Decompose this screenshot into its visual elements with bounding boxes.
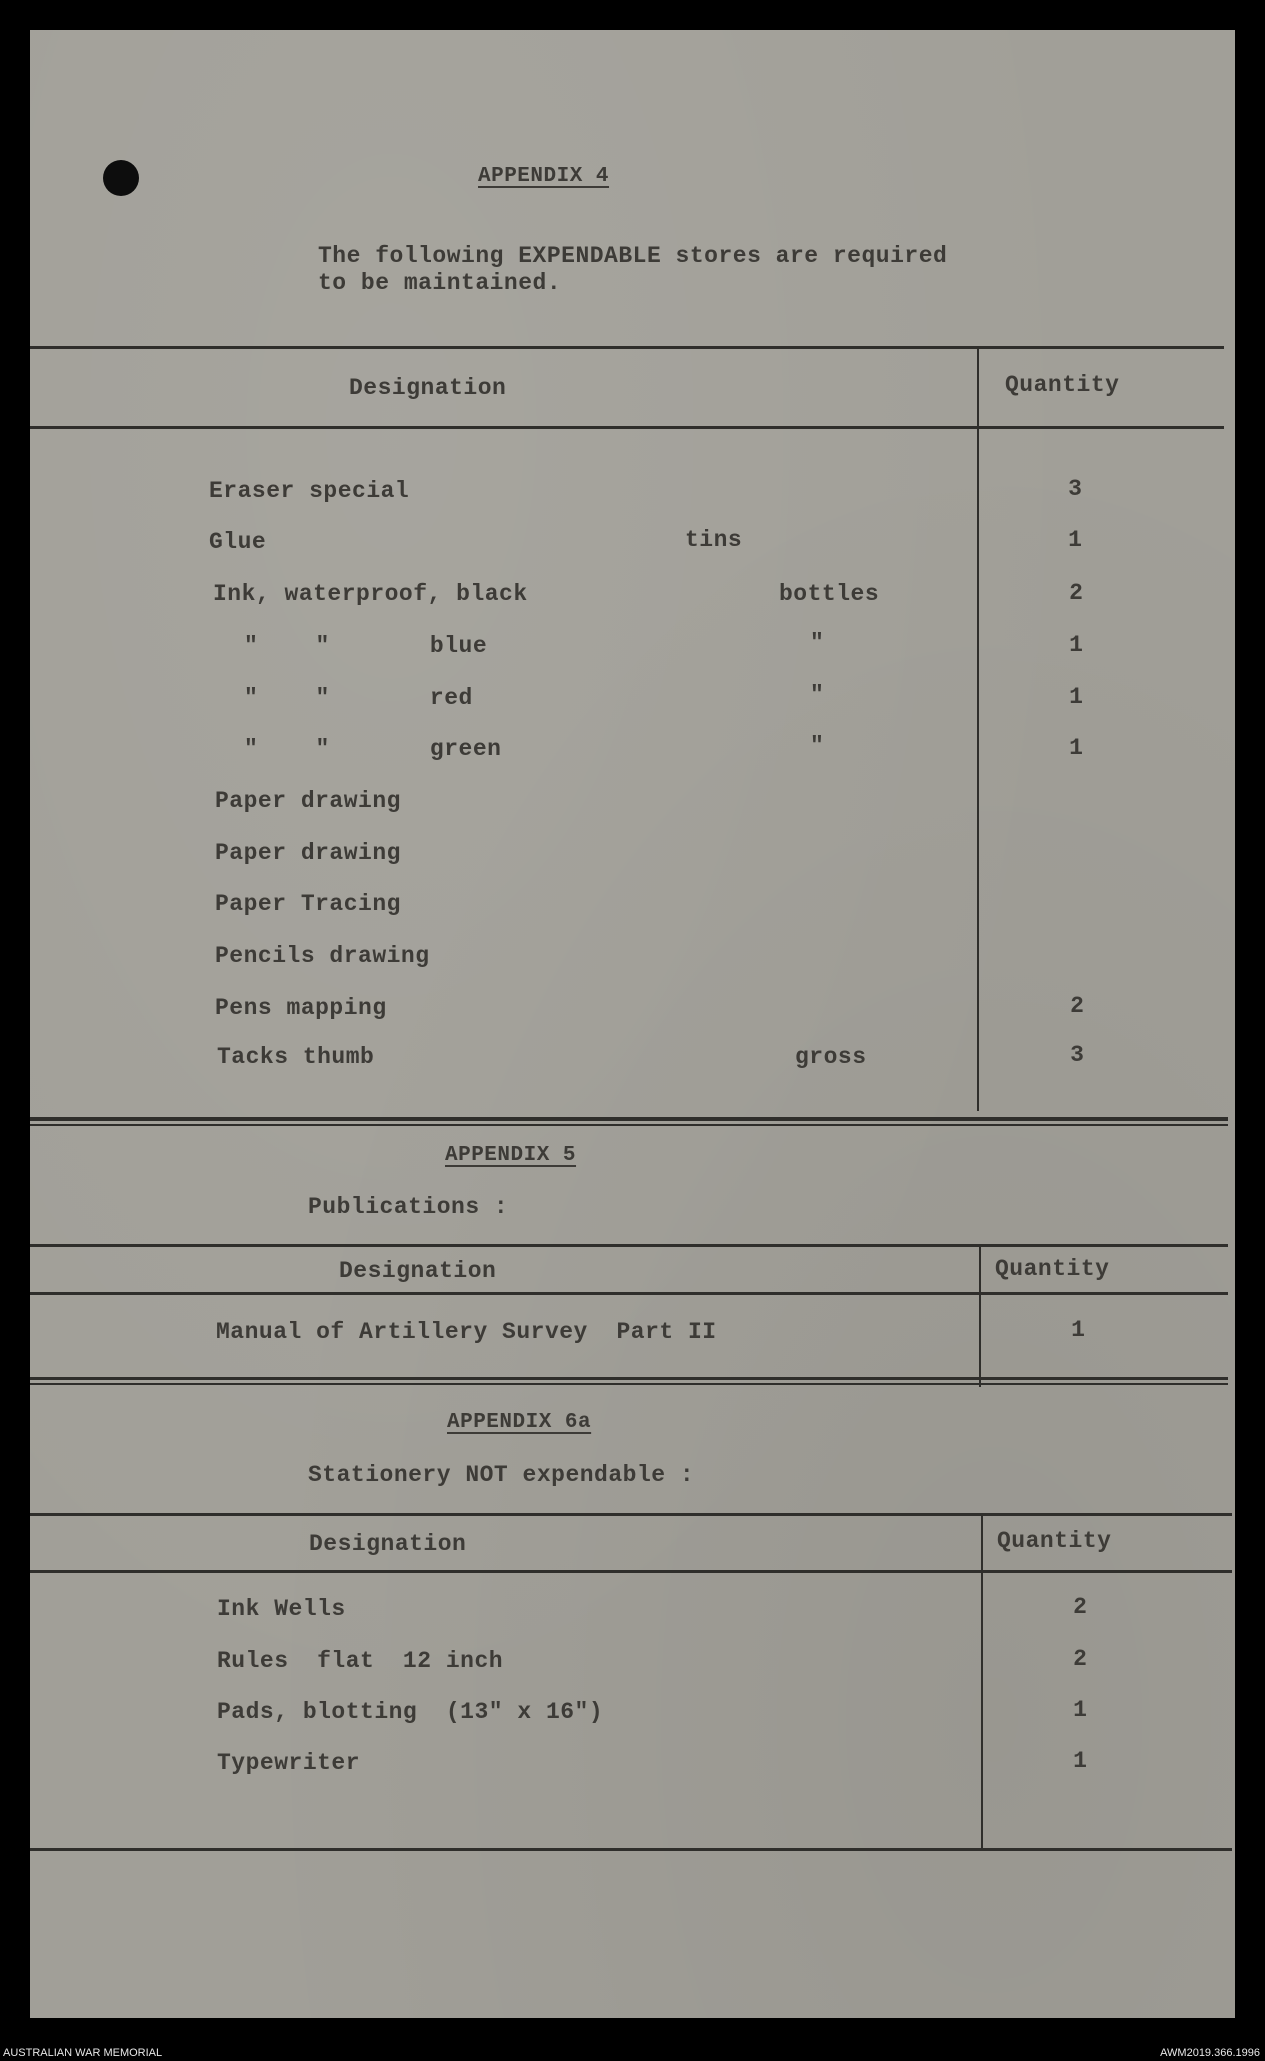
appendix-6a-heading: APPENDIX 6a: [447, 1411, 592, 1434]
appendix-5-heading: APPENDIX 5: [445, 1144, 577, 1167]
column-divider: [977, 346, 979, 1111]
table-row-item: Pads, blotting (13" x 16"): [217, 1699, 604, 1725]
table-row-item: Glue: [209, 529, 267, 555]
table-rule: [30, 1124, 1228, 1126]
table-row-item: Paper drawing: [215, 788, 401, 814]
punch-hole: [103, 160, 139, 196]
table-row-qty: 2: [1069, 580, 1083, 606]
table-row-item: Paper Tracing: [215, 891, 401, 917]
table-row-item: Manual of Artillery Survey Part II: [216, 1319, 717, 1345]
footer-source: AUSTRALIAN WAR MEMORIAL: [3, 2047, 163, 2059]
col-header-designation: Designation: [349, 375, 507, 401]
appendix-4-intro-line1: The following EXPENDABLE stores are required: [318, 243, 948, 269]
table-row-item: Paper drawing: [215, 840, 401, 866]
table-row-qty: 2: [1073, 1594, 1087, 1620]
table-row-qty: 1: [1068, 527, 1082, 553]
table-rule: [30, 1848, 1232, 1851]
table-rule: [30, 1244, 1228, 1247]
table-row-item: Ink Wells: [217, 1596, 346, 1622]
appendix-4-heading: APPENDIX 4: [478, 165, 610, 188]
table-row-item: Typewriter: [217, 1750, 361, 1776]
col-header-designation: Designation: [309, 1531, 467, 1557]
table-row-qty: 1: [1069, 735, 1083, 761]
table-row-qty: 3: [1070, 1042, 1084, 1068]
table-row-unit: ": [810, 682, 825, 708]
table-rule: [30, 1292, 1228, 1295]
table-rule: [30, 346, 1224, 349]
table-row-qty: 1: [1071, 1317, 1085, 1343]
table-row-item: Eraser special: [209, 478, 410, 504]
table-rule: [30, 1513, 1232, 1516]
document-page: [30, 30, 1235, 2018]
table-rule: [30, 426, 1224, 429]
table-row-qty: 2: [1073, 1646, 1087, 1672]
footer-accession-number: AWM2019.366.1996: [1160, 2047, 1260, 2059]
table-row-qty: 3: [1068, 476, 1082, 502]
table-row-item: Tacks thumb: [217, 1044, 375, 1070]
table-row-unit: ": [810, 733, 825, 759]
table-row-item: " " blue: [244, 633, 488, 659]
table-row-qty: 1: [1073, 1748, 1087, 1774]
table-row-item: Pens mapping: [215, 995, 387, 1021]
table-rule: [30, 1383, 1228, 1385]
col-header-designation: Designation: [339, 1258, 497, 1284]
appendix-5-subtitle: Publications :: [308, 1194, 509, 1220]
table-row-item: Rules flat 12 inch: [217, 1648, 504, 1674]
appendix-6a-subtitle: Stationery NOT expendable :: [308, 1462, 695, 1488]
table-row-qty: 1: [1069, 684, 1083, 710]
column-divider: [979, 1244, 981, 1387]
table-row-item: " " green: [244, 736, 502, 762]
table-rule: [30, 1377, 1228, 1380]
column-divider: [981, 1513, 983, 1849]
table-row-unit: tins: [685, 527, 743, 553]
table-rule: [30, 1570, 1232, 1573]
col-header-quantity: Quantity: [1005, 372, 1120, 398]
table-row-unit: ": [810, 630, 825, 656]
table-row-qty: 2: [1070, 993, 1084, 1019]
appendix-4-intro-line2: to be maintained.: [318, 270, 562, 296]
table-row-qty: 1: [1069, 632, 1083, 658]
table-row-unit: gross: [795, 1044, 867, 1070]
table-rule: [30, 1117, 1228, 1121]
col-header-quantity: Quantity: [995, 1256, 1110, 1282]
table-row-item: " " red: [244, 685, 473, 711]
table-row-unit: bottles: [779, 581, 880, 607]
table-row-item: Pencils drawing: [215, 943, 430, 969]
col-header-quantity: Quantity: [997, 1528, 1112, 1554]
table-row-item: Ink, waterproof, black: [213, 581, 528, 607]
table-row-qty: 1: [1073, 1697, 1087, 1723]
